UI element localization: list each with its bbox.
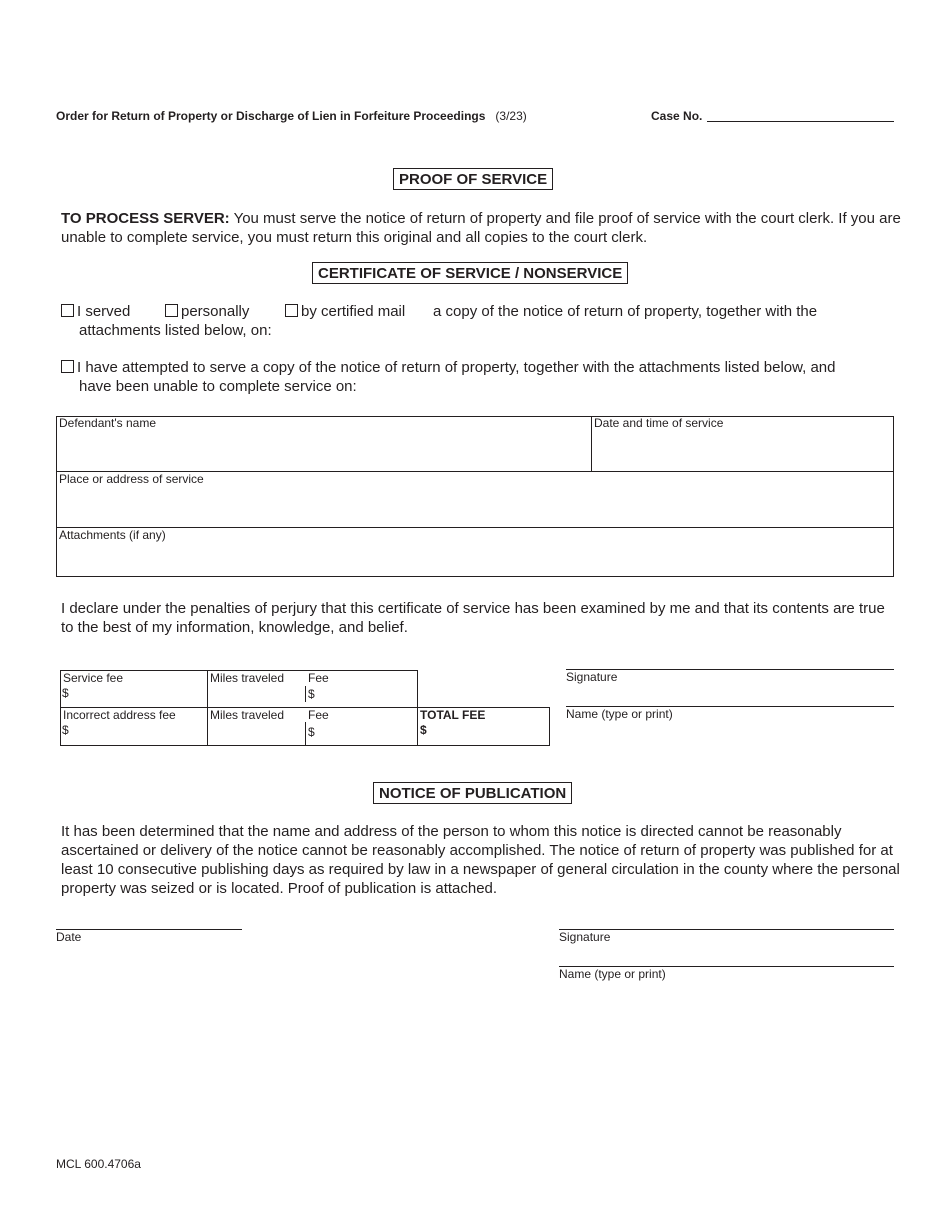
service-fee-label: Service fee (63, 671, 124, 685)
attempted-line1: I have attempted to serve a copy of the notice of return of property, together with the attachments listed below, and (77, 359, 836, 376)
statute-reference: MCL 600.4706a (56, 1157, 141, 1171)
form-header (56, 109, 527, 123)
served-checkbox[interactable] (61, 304, 74, 317)
fee-table-left (60, 670, 61, 746)
served-option-row (61, 302, 130, 321)
form-title: Order for Return of Property or Discharge of Lien in Forfeiture Proceedings (56, 109, 486, 123)
personally-label: personally (181, 303, 250, 320)
incorrect-fee-amount-label: Fee (308, 708, 329, 722)
incorrect-fee-amount-currency: $ (308, 725, 315, 739)
incorrect-address-fee-currency: $ (62, 723, 69, 737)
service-miles-label: Miles traveled (210, 671, 285, 685)
fee-table-bottom (60, 745, 550, 746)
name-label: Name (type or print) (566, 707, 673, 721)
certificate-title: CERTIFICATE OF SERVICE / NONSERVICE (312, 262, 628, 284)
instruction-lead: TO PROCESS SERVER: (61, 210, 230, 227)
publication-text: It has been determined that the name and address of the person to whom this notice is directed cannot be reasonably ascertained or delivery of the notice cannot be reasonably accomplished. The notice of return of property was published for at least 10 consecutive publishing days as required by law in a newspaper of general circulation in the county where the personal property was seized or is located. Proof of publication is attached. (61, 823, 900, 897)
service-fee-amount-currency: $ (308, 687, 315, 701)
certified-mail-checkbox[interactable] (285, 304, 298, 317)
fee-table-col (207, 670, 208, 746)
certified-mail-label: by certified mail (301, 303, 406, 320)
total-fee-label: TOTAL FEE (420, 708, 486, 722)
served-rest-line2: attachments listed below, on: (79, 322, 272, 339)
date-time-label: Date and time of service (594, 416, 724, 430)
notice-of-publication-title: NOTICE OF PUBLICATION (373, 782, 572, 804)
attempted-option-row (61, 358, 836, 377)
personally-option (165, 302, 249, 321)
fee-table-col (305, 722, 306, 745)
case-no-label: Case No. (651, 109, 703, 123)
attachments-label: Attachments (if any) (59, 528, 166, 542)
process-server-instruction (61, 209, 901, 247)
served-rest-line1: a copy of the notice of return of property, together with the (433, 303, 818, 320)
case-no-field[interactable] (707, 121, 894, 122)
attempted-line2: have been unable to complete service on: (79, 378, 357, 395)
table-row-divider (56, 527, 894, 528)
signature-label: Signature (566, 670, 618, 684)
served-label: I served (77, 303, 131, 320)
publication-date-label: Date (56, 930, 82, 944)
publication-date-line[interactable] (56, 929, 242, 930)
perjury-declaration: I declare under the penalties of perjury that this certificate of service has been examined by me and that its contents are true to the best of my information, knowledge, and belief. (61, 600, 885, 636)
incorrect-address-fee-label: Incorrect address fee (63, 708, 176, 722)
publication-signature-label: Signature (559, 930, 611, 944)
defendant-name-label: Defendant's name (59, 416, 157, 430)
place-field[interactable] (57, 488, 892, 526)
fee-table-right (549, 707, 550, 746)
attachments-field[interactable] (57, 544, 892, 575)
fee-table-col (305, 686, 306, 702)
fee-table-col (417, 670, 418, 746)
personally-checkbox[interactable] (165, 304, 178, 317)
attempted-checkbox[interactable] (61, 360, 74, 373)
form-revision: (3/23) (495, 109, 527, 123)
service-fee-currency: $ (62, 686, 69, 700)
instruction-text: You must serve the notice of return of property and file proof of service with the court clerk. If you are unable to complete service, you must return this original and all copies to the court clerk. (61, 210, 901, 246)
total-fee-currency: $ (420, 723, 427, 737)
incorrect-miles-label: Miles traveled (210, 708, 285, 722)
certified-mail-option (285, 302, 405, 321)
defendant-name-field[interactable] (57, 432, 590, 470)
proof-of-service-title: PROOF OF SERVICE (393, 168, 553, 190)
date-time-field[interactable] (592, 432, 892, 470)
publication-name-label: Name (type or print) (559, 967, 666, 981)
place-label: Place or address of service (59, 472, 204, 486)
service-fee-amount-label: Fee (308, 671, 329, 685)
